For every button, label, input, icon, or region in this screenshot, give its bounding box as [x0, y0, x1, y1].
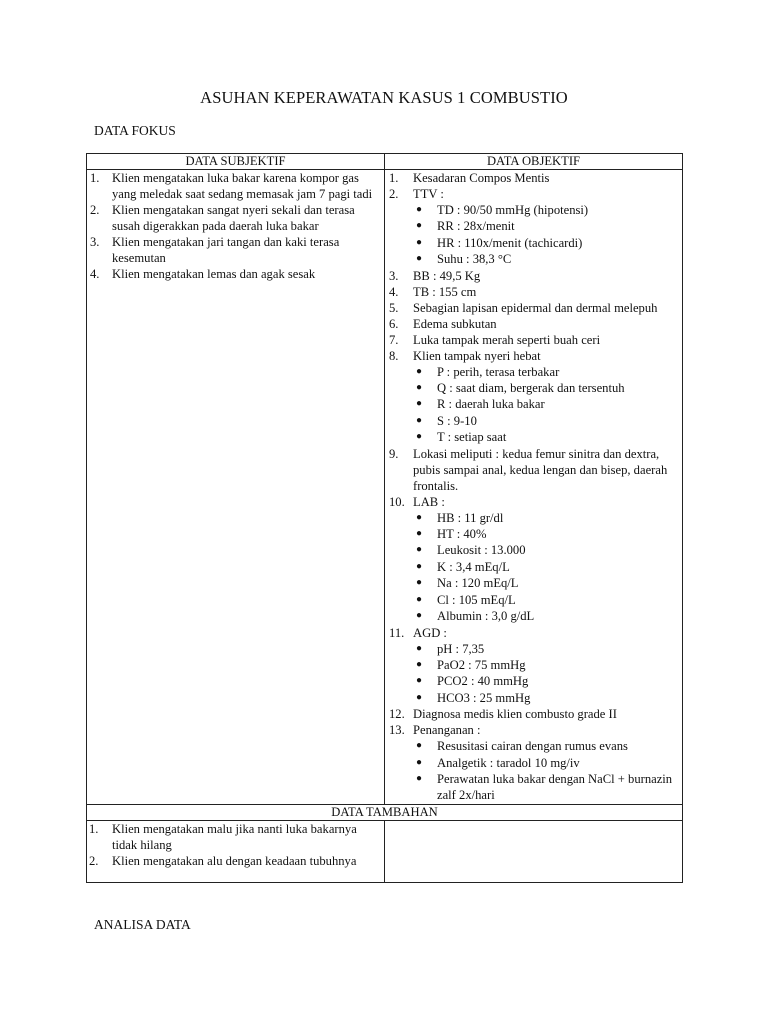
item-text: TB : 155 cm — [413, 284, 477, 299]
bullet-text: Cl : 105 mEq/L — [437, 592, 516, 607]
subjektif-list — [87, 170, 384, 282]
list-item — [385, 284, 682, 300]
bullet-item — [413, 690, 682, 706]
list-item — [385, 446, 682, 494]
item-number: 5. — [389, 300, 399, 315]
item-text: Klien mengatakan jari tangan dan kaki terasa kesemutan — [112, 235, 340, 265]
item-number: 6. — [389, 316, 399, 331]
bullet-text: HCO3 : 25 mmHg — [437, 690, 531, 705]
bullet-item — [413, 429, 682, 445]
item-number: 8. — [389, 348, 399, 363]
bullet-item — [413, 542, 682, 558]
bullet-text: P : perih, terasa terbakar — [437, 364, 560, 379]
bullet-icon: ● — [416, 577, 423, 589]
subjektif-cell — [87, 170, 385, 805]
item-text: Penanganan : — [413, 723, 481, 738]
item-number: 13. — [389, 723, 405, 738]
bullet-icon: ● — [416, 414, 423, 426]
bullet-text: HB : 11 gr/dl — [437, 510, 504, 525]
item-text: Diagnosa medis klien combusto grade II — [413, 707, 617, 722]
bullet-icon: ● — [416, 204, 423, 215]
bullet-list — [413, 641, 682, 707]
bullet-text: PCO2 : 40 mmHg — [437, 674, 529, 689]
bullet-text: Resusitasi cairan dengan rumus evans — [437, 739, 628, 754]
bullet-text: K : 3,4 mEq/L — [437, 559, 510, 574]
bullet-item — [413, 559, 682, 575]
bullet-icon: ● — [416, 691, 423, 703]
item-number: 3. — [90, 235, 100, 249]
data-fokus-label: DATA FOKUS — [94, 123, 176, 138]
item-number: 9. — [389, 446, 399, 461]
bullet-icon: ● — [416, 431, 423, 443]
data-fokus-table — [86, 153, 683, 883]
bullet-icon: ● — [416, 511, 423, 523]
objektif-header: DATA OBJEKTIF — [385, 154, 683, 170]
list-item — [385, 722, 682, 804]
item-text: TTV : — [413, 187, 444, 201]
subjektif-header: DATA SUBJEKTIF — [87, 154, 385, 170]
bullet-item — [413, 771, 682, 804]
bullet-text: HT : 40% — [437, 527, 487, 542]
bullet-icon: ● — [416, 756, 423, 768]
item-number: 12. — [389, 707, 405, 722]
item-text: Sebagian lapisan epidermal dan dermal melepuh — [413, 300, 658, 315]
list-item — [87, 266, 384, 282]
tambahan-list — [87, 821, 384, 869]
item-text: BB : 49,5 Kg — [413, 268, 481, 283]
bullet-item — [413, 218, 682, 234]
bullet-text: S : 9-10 — [437, 413, 477, 428]
list-item — [87, 853, 384, 869]
list-item — [385, 300, 682, 316]
bullet-text: HR : 110x/menit (tachicardi) — [437, 235, 583, 250]
tambahan-empty-cell — [385, 820, 683, 882]
bullet-text: pH : 7,35 — [437, 641, 485, 656]
list-item — [385, 348, 682, 446]
bullet-icon: ● — [416, 658, 423, 670]
item-text: Klien mengatakan lemas dan agak sesak — [112, 267, 316, 281]
item-text: Klien mengatakan sangat nyeri sekali dan terasa susah digerakkan pada daerah luka bakar — [112, 203, 355, 233]
bullet-icon: ● — [416, 772, 423, 784]
bullet-icon: ● — [416, 398, 423, 410]
item-number: 4. — [389, 284, 399, 299]
bullet-list — [413, 738, 682, 804]
list-item — [385, 268, 682, 284]
list-item — [87, 202, 384, 234]
tambahan-header: DATA TAMBAHAN — [87, 804, 683, 820]
bullet-icon: ● — [416, 220, 423, 232]
bullet-text: Q : saat diam, bergerak dan tersentuh — [437, 381, 625, 396]
bullet-item — [413, 251, 682, 267]
bullet-list — [413, 364, 682, 446]
bullet-icon: ● — [416, 593, 423, 605]
list-item — [385, 706, 682, 722]
item-text: Luka tampak merah seperti buah ceri — [413, 332, 601, 347]
objektif-cell — [385, 170, 683, 805]
document-title: ASUHAN KEPERAWATAN KASUS 1 COMBUSTIO — [200, 88, 568, 107]
list-item — [385, 316, 682, 332]
list-item — [385, 332, 682, 348]
list-item — [385, 186, 682, 268]
item-text: Edema subkutan — [413, 316, 497, 331]
bullet-text: Suhu : 38,3 °C — [437, 252, 512, 267]
bullet-list — [413, 510, 682, 625]
item-number: 1. — [90, 171, 100, 185]
bullet-icon: ● — [416, 253, 423, 265]
bullet-item — [413, 608, 682, 624]
item-number: 10. — [389, 494, 405, 509]
bullet-item — [413, 396, 682, 412]
item-text: Kesadaran Compos Mentis — [413, 171, 550, 185]
item-text: AGD : — [413, 625, 447, 640]
bullet-text: TD : 90/50 mmHg (hipotensi) — [437, 203, 589, 217]
item-number: 2. — [89, 853, 99, 868]
item-text: Klien mengatakan alu dengan keadaan tubuhnya — [112, 853, 357, 868]
bullet-icon: ● — [416, 610, 423, 622]
item-number: 1. — [89, 821, 99, 836]
bullet-icon: ● — [416, 544, 423, 556]
bullet-item — [413, 755, 682, 771]
bullet-icon: ● — [416, 528, 423, 540]
item-text: Lokasi meliputi : kedua femur sinitra dan dextra, pubis sampai anal, kedua lengan dan bisep, daerah frontalis. — [413, 446, 668, 493]
bullet-item — [413, 641, 682, 657]
bullet-item — [413, 364, 682, 380]
item-text: Klien mengatakan luka bakar karena kompor gas yang meledak saat sedang memasak jam 7 pagi tadi — [112, 171, 373, 201]
bullet-text: Leukosit : 13.000 — [437, 543, 526, 558]
item-number: 1. — [389, 171, 399, 185]
bullet-item — [413, 592, 682, 608]
bullet-icon: ● — [416, 740, 423, 752]
bullet-item — [413, 526, 682, 542]
list-item — [87, 170, 384, 202]
bullet-list — [413, 202, 682, 268]
bullet-text: R : daerah luka bakar — [437, 397, 545, 412]
item-number: 7. — [389, 332, 399, 347]
analisa-data-label: ANALISA DATA — [94, 917, 191, 932]
bullet-item — [413, 738, 682, 754]
list-item — [385, 170, 682, 186]
bullet-text: Albumin : 3,0 g/dL — [437, 609, 535, 624]
item-text: LAB : — [413, 494, 445, 509]
objektif-list — [385, 170, 682, 804]
tambahan-cell — [87, 820, 385, 882]
bullet-item — [413, 202, 682, 218]
bullet-text: PaO2 : 75 mmHg — [437, 657, 526, 672]
bullet-item — [413, 413, 682, 429]
bullet-text: Perawatan luka bakar dengan NaCl + burnazin zalf 2x/hari — [437, 771, 673, 803]
item-number: 3. — [389, 268, 399, 283]
bullet-item — [413, 673, 682, 689]
bullet-item — [413, 510, 682, 526]
bullet-item — [413, 380, 682, 396]
bullet-icon: ● — [416, 642, 423, 654]
list-item — [87, 234, 384, 266]
item-text: Klien tampak nyeri hebat — [413, 348, 541, 363]
item-number: 2. — [389, 187, 399, 201]
bullet-icon: ● — [416, 675, 423, 687]
list-item — [385, 494, 682, 625]
bullet-item — [413, 657, 682, 673]
list-item — [87, 821, 384, 853]
bullet-text: RR : 28x/menit — [437, 219, 515, 234]
list-item — [385, 625, 682, 707]
bullet-icon: ● — [416, 365, 423, 377]
bullet-text: T : setiap saat — [437, 430, 507, 445]
item-number: 4. — [90, 267, 100, 281]
bullet-item — [413, 235, 682, 251]
bullet-text: Analgetik : taradol 10 mg/iv — [437, 755, 580, 770]
item-number: 2. — [90, 203, 100, 217]
bullet-icon: ● — [416, 236, 423, 248]
item-text: Klien mengatakan malu jika nanti luka bakarnya tidak hilang — [112, 821, 357, 852]
bullet-icon: ● — [416, 560, 423, 572]
bullet-item — [413, 575, 682, 591]
bullet-text: Na : 120 mEq/L — [437, 576, 519, 591]
item-number: 11. — [389, 625, 405, 640]
bullet-icon: ● — [416, 382, 423, 394]
